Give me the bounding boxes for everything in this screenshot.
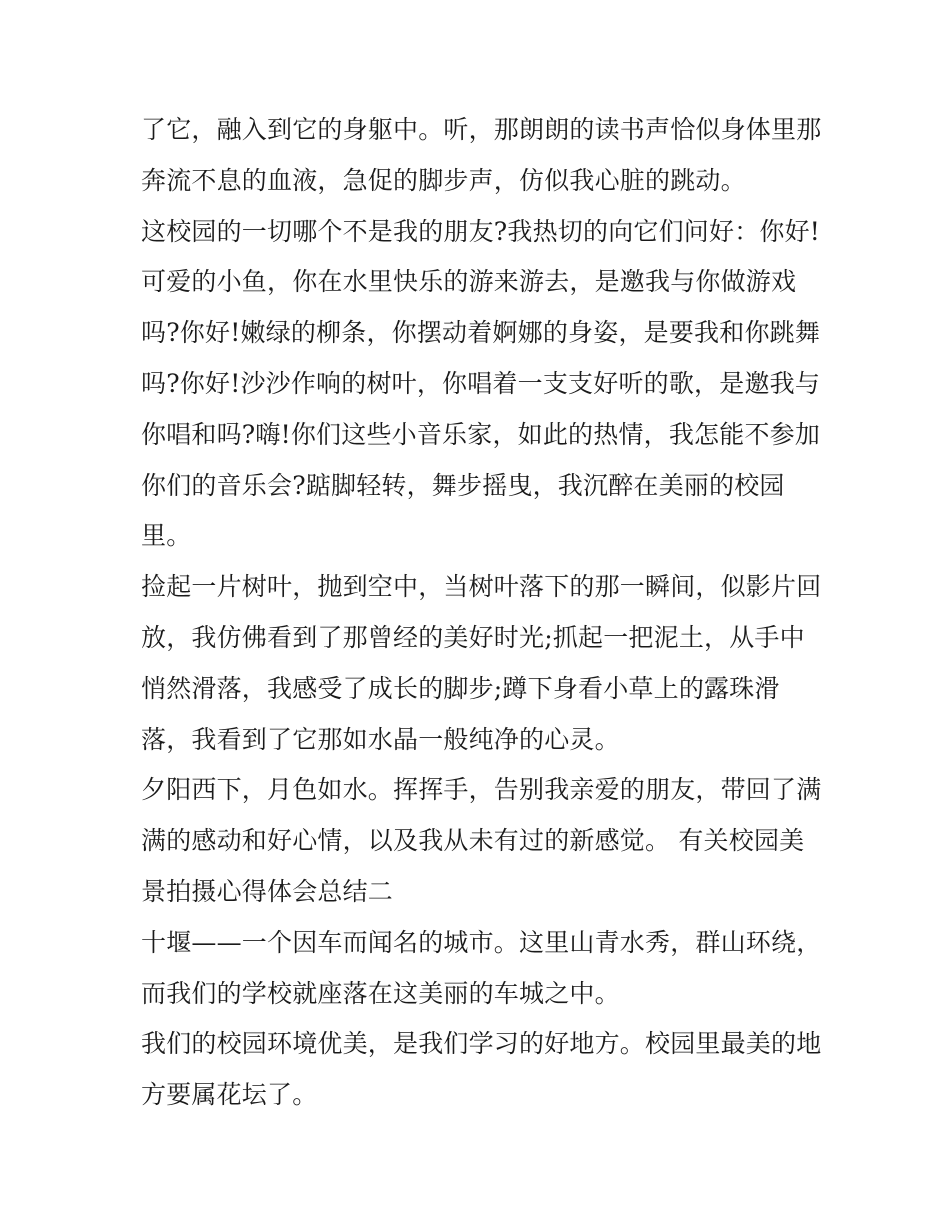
text-line: 你们的音乐会?踮脚轻转，舞步摇曳，我沉醉在美丽的校园 [141,470,785,500]
text-line: 吗?你好!嫩绿的柳条，你摆动着婀娜的身姿，是要我和你跳舞 [141,318,821,348]
text-line: 里。 [141,521,192,551]
text-line: 吗?你好!沙沙作响的树叶，你唱着一支支好听的歌，是邀我与 [141,368,821,398]
text-line: 你唱和吗?嗨!你们这些小音乐家，如此的热情，我怎能不参加 [141,419,821,449]
text-line: 落，我看到了它那如水晶一般纯净的心灵。 [141,724,620,754]
text-line: 放，我仿佛看到了那曾经的美好时光;抓起一把泥土，从手中 [141,622,805,652]
text-line: 捡起一片树叶，抛到空中，当树叶落下的那一瞬间，似影片回 [141,572,822,602]
text-line: 我们的校园环境优美，是我们学习的好地方。校园里最美的地 [141,1029,822,1059]
text-line: 满的感动和好心情，以及我从未有过的新感觉。 有关校园美 [141,826,805,856]
text-line: 而我们的学校就座落在这美丽的车城之中。 [141,978,620,1008]
text-line: 这校园的一切哪个不是我的朋友?我热切的向它们问好：你好! [141,216,821,246]
text-line: 了它，融入到它的身躯中。听，那朗朗的读书声恰似身体里那 [141,115,822,144]
text-line: 奔流不息的血液，急促的脚步声，仿似我心脏的跳动。 [141,165,746,195]
essay-text [141,105,821,1121]
section-heading-line: 景拍摄心得体会总结二 [141,876,394,906]
text-line: 悄然滑落，我感受了成长的脚步;蹲下身看小草上的露珠滑 [141,673,780,703]
text-line: 方要属花坛了。 [141,1080,318,1110]
text-line: 十堰——一个因车而闻名的城市。这里山青水秀，群山环绕， [141,927,822,957]
text-line: 夕阳西下，月色如水。挥挥手，告别我亲爱的朋友，带回了满 [141,775,822,805]
text-line: 可爱的小鱼，你在水里快乐的游来游去，是邀我与你做游戏 [141,267,797,297]
